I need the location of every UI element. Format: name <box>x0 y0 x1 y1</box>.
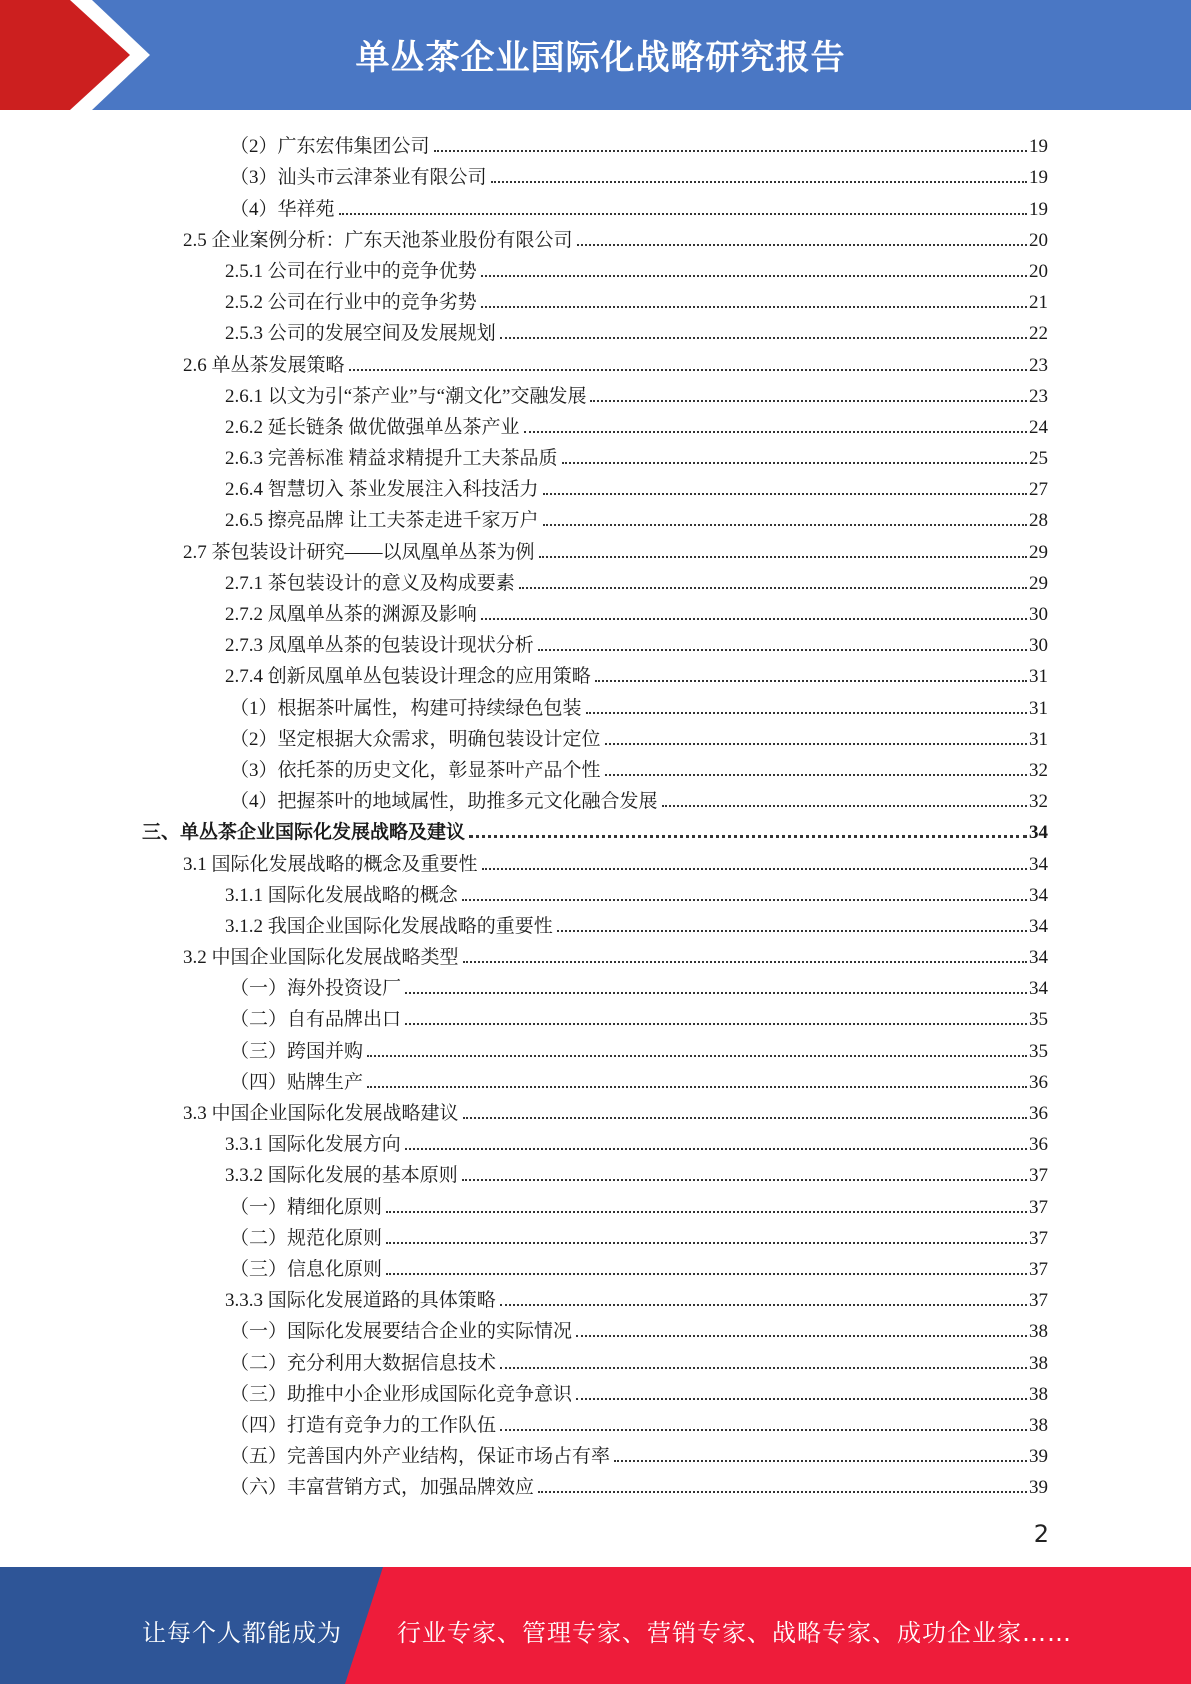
toc-entry-page: 34 <box>1029 884 1048 906</box>
toc-entry-page: 38 <box>1029 1321 1048 1343</box>
toc-entry-title: 2.6.2 延长链条 做优做强单丛茶产业 <box>225 416 520 438</box>
toc-entry-title: 2.5 企业案例分析：广东天池茶业股份有限公司 <box>183 229 573 251</box>
page-footer <box>0 1567 1191 1684</box>
toc-entry-page: 37 <box>1029 1258 1048 1280</box>
toc-entry-page: 32 <box>1029 759 1048 781</box>
toc-entry[interactable] <box>0 595 1191 626</box>
footer-slogan-right: 行业专家、管理专家、营销专家、战略专家、成功企业家…… <box>397 1619 1072 1647</box>
toc-entry-title: 2.7 茶包装设计研究——以凤凰单丛茶为例 <box>183 541 535 563</box>
toc-entry[interactable] <box>0 1125 1191 1156</box>
table-of-contents <box>0 127 1191 1499</box>
toc-dot-leader <box>469 835 1027 838</box>
toc-entry-page: 25 <box>1029 448 1048 470</box>
toc-dot-leader <box>539 556 1027 558</box>
toc-entry[interactable] <box>0 345 1191 376</box>
toc-entry-page: 37 <box>1029 1196 1048 1218</box>
toc-dot-leader <box>349 369 1027 371</box>
toc-entry-page: 20 <box>1029 260 1048 282</box>
toc-entry-page: 35 <box>1029 1009 1048 1031</box>
toc-dot-leader <box>386 1211 1027 1213</box>
toc-entry-title: 3.3 中国企业国际化发展战略建议 <box>183 1103 459 1124</box>
toc-entry[interactable] <box>0 1094 1191 1125</box>
toc-entry[interactable] <box>0 314 1191 345</box>
toc-entry[interactable] <box>0 1187 1191 1218</box>
toc-entry[interactable] <box>0 1281 1191 1312</box>
toc-entry-title: （五）完善国内外产业结构，保证市场占有率 <box>230 1446 611 1468</box>
toc-entry-page: 31 <box>1029 697 1048 719</box>
toc-dot-leader <box>605 774 1027 776</box>
toc-entry-title: （三）信息化原则 <box>230 1258 383 1280</box>
toc-dot-leader <box>500 1429 1027 1431</box>
toc-entry-title: 3.2 中国企业国际化发展战略类型 <box>183 947 459 969</box>
toc-dot-leader <box>386 1273 1027 1275</box>
toc-entry-page: 22 <box>1029 323 1048 345</box>
toc-entry[interactable] <box>0 501 1191 532</box>
toc-entry-page: 34 <box>1029 853 1048 875</box>
toc-entry[interactable] <box>0 439 1191 470</box>
report-title: 单丛茶企业国际化战略研究报告 <box>355 38 846 78</box>
toc-entry-title: （四）打造有竞争力的工作队伍 <box>230 1414 497 1436</box>
toc-entry[interactable] <box>0 1468 1191 1499</box>
toc-entry-page: 27 <box>1029 479 1048 501</box>
toc-entry-title: 3.1 国际化发展战略的概念及重要性 <box>183 853 478 875</box>
toc-entry[interactable] <box>0 907 1191 938</box>
toc-dot-leader <box>562 462 1027 464</box>
toc-entry-page: 39 <box>1029 1477 1048 1499</box>
toc-entry-title: （一）国际化发展要结合企业的实际情况 <box>230 1321 573 1343</box>
toc-entry-title: 3.1.1 国际化发展战略的概念 <box>225 884 458 906</box>
toc-entry[interactable] <box>0 564 1191 595</box>
toc-entry-page: 19 <box>1029 167 1048 189</box>
toc-entry-title: （4）把握茶叶的地域属性，助推多元文化融合发展 <box>230 791 658 813</box>
toc-entry-title: （一）海外投资设厂 <box>230 978 402 1000</box>
toc-entry-title: 2.5.2 公司在行业中的竞争劣势 <box>225 292 477 314</box>
toc-dot-leader <box>463 1117 1027 1119</box>
toc-dot-leader <box>576 1398 1027 1400</box>
toc-entry-title: （一）精细化原则 <box>230 1196 383 1218</box>
toc-entry-page: 21 <box>1029 292 1048 314</box>
toc-entry-title: 2.5.1 公司在行业中的竞争优势 <box>225 260 477 282</box>
toc-entry[interactable] <box>0 688 1191 719</box>
toc-dot-leader <box>482 868 1027 870</box>
toc-entry[interactable] <box>0 252 1191 283</box>
toc-dot-leader <box>500 1304 1027 1306</box>
toc-entry[interactable] <box>0 876 1191 907</box>
toc-entry[interactable] <box>0 377 1191 408</box>
toc-entry-title: （三）跨国并购 <box>230 1040 364 1062</box>
toc-entry-page: 30 <box>1029 604 1048 625</box>
toc-dot-leader <box>462 899 1027 901</box>
toc-entry[interactable] <box>0 1375 1191 1406</box>
toc-entry[interactable] <box>0 470 1191 501</box>
toc-entry-page: 31 <box>1029 728 1048 750</box>
toc-entry-page: 38 <box>1029 1414 1048 1436</box>
toc-entry-page: 20 <box>1029 229 1048 251</box>
toc-entry[interactable] <box>0 1406 1191 1437</box>
toc-dot-leader <box>500 337 1027 339</box>
toc-entry[interactable] <box>0 408 1191 439</box>
toc-entry-title: 2.6 单丛茶发展策略 <box>183 354 345 376</box>
toc-entry[interactable] <box>0 1312 1191 1343</box>
toc-entry[interactable] <box>0 844 1191 875</box>
footer-slogan-left: 让每个人都能成为 <box>142 1619 342 1647</box>
toc-dot-leader <box>538 649 1027 651</box>
toc-entry-title: （二）充分利用大数据信息技术 <box>230 1352 497 1374</box>
toc-entry[interactable] <box>0 1343 1191 1374</box>
toc-entry-page: 23 <box>1029 354 1048 376</box>
toc-entry-title: （三）助推中小企业形成国际化竞争意识 <box>230 1383 573 1405</box>
toc-dot-leader <box>339 213 1027 215</box>
toc-entry-title: 3.3.1 国际化发展方向 <box>225 1134 401 1156</box>
toc-entry[interactable] <box>0 1000 1191 1031</box>
toc-entry[interactable] <box>0 751 1191 782</box>
toc-entry[interactable] <box>0 532 1191 563</box>
toc-entry-title: （3）汕头市云津茶业有限公司 <box>230 167 487 189</box>
toc-entry-page: 19 <box>1029 136 1048 158</box>
toc-entry[interactable] <box>0 1219 1191 1250</box>
toc-entry-page: 28 <box>1029 510 1048 532</box>
toc-dot-leader <box>367 1055 1027 1057</box>
toc-dot-leader <box>405 1023 1027 1025</box>
toc-entry-title: 2.6.5 擦亮品牌 让工夫茶走进千家万户 <box>225 510 539 532</box>
toc-dot-leader <box>595 680 1027 682</box>
toc-entry-page: 19 <box>1029 198 1048 220</box>
toc-entry-title: 3.3.3 国际化发展道路的具体策略 <box>225 1290 496 1312</box>
toc-entry[interactable] <box>0 813 1191 844</box>
toc-entry[interactable] <box>0 221 1191 252</box>
toc-entry-page: 30 <box>1029 635 1048 657</box>
toc-entry[interactable] <box>0 189 1191 220</box>
toc-entry[interactable] <box>0 1250 1191 1281</box>
toc-entry-title: 2.6.4 智慧切入 茶业发展注入科技活力 <box>225 479 539 501</box>
toc-entry[interactable] <box>0 158 1191 189</box>
toc-entry-page: 29 <box>1029 541 1048 563</box>
toc-entry-page: 37 <box>1029 1290 1048 1312</box>
toc-dot-leader <box>577 244 1027 246</box>
toc-entry-title: （3）依托茶的历史文化，彰显茶叶产品个性 <box>230 759 601 781</box>
toc-dot-leader <box>524 431 1027 433</box>
toc-entry[interactable] <box>0 1063 1191 1094</box>
toc-entry-title: 三、单丛茶企业国际化发展战略及建议 <box>142 822 466 844</box>
toc-dot-leader <box>386 1242 1027 1244</box>
toc-entry-page: 29 <box>1029 572 1048 594</box>
toc-entry-title: 3.1.2 我国企业国际化发展战略的重要性 <box>225 915 553 937</box>
page-number: 2 <box>1033 1520 1049 1548</box>
toc-dot-leader <box>557 930 1027 932</box>
toc-entry-title: （1）根据茶叶属性，构建可持续绿色包装 <box>230 697 582 719</box>
toc-dot-leader <box>405 1148 1027 1150</box>
toc-entry-page: 24 <box>1029 416 1048 438</box>
toc-entry-title: 2.5.3 公司的发展空间及发展规划 <box>225 323 496 345</box>
toc-entry-page: 34 <box>1029 947 1048 969</box>
toc-entry-page: 37 <box>1029 1227 1048 1249</box>
toc-entry-page: 36 <box>1029 1103 1048 1124</box>
toc-dot-leader <box>576 1335 1027 1337</box>
toc-dot-leader <box>605 743 1027 745</box>
toc-entry[interactable] <box>0 657 1191 688</box>
toc-entry-page: 38 <box>1029 1352 1048 1374</box>
toc-entry-title: 2.6.3 完善标准 精益求精提升工夫茶品质 <box>225 448 558 470</box>
toc-dot-leader <box>463 961 1027 963</box>
toc-entry[interactable] <box>0 720 1191 751</box>
toc-entry-page: 36 <box>1029 1071 1048 1093</box>
toc-dot-leader <box>519 587 1027 589</box>
toc-entry-page: 23 <box>1029 385 1048 407</box>
toc-entry[interactable] <box>0 1437 1191 1468</box>
toc-entry-page: 31 <box>1029 666 1048 688</box>
page-header <box>0 0 1191 110</box>
toc-entry[interactable] <box>0 969 1191 1000</box>
toc-entry[interactable] <box>0 782 1191 813</box>
toc-dot-leader <box>586 712 1027 714</box>
toc-entry-page: 34 <box>1029 978 1048 1000</box>
toc-entry-title: （四）贴牌生产 <box>230 1071 364 1093</box>
toc-entry-page: 37 <box>1029 1165 1048 1187</box>
toc-entry-title: （2）坚定根据大众需求，明确包装设计定位 <box>230 728 601 750</box>
toc-dot-leader <box>543 493 1027 495</box>
toc-dot-leader <box>614 1460 1027 1462</box>
toc-entry-page: 32 <box>1029 791 1048 813</box>
toc-entry[interactable] <box>0 127 1191 158</box>
toc-entry[interactable] <box>0 938 1191 969</box>
toc-entry[interactable] <box>0 1031 1191 1062</box>
toc-entry-title: （2）广东宏伟集团公司 <box>230 136 430 158</box>
toc-entry-title: 2.7.3 凤凰单丛茶的包装设计现状分析 <box>225 635 534 657</box>
toc-entry-title: 2.7.2 凤凰单丛茶的渊源及影响 <box>225 604 477 625</box>
toc-entry[interactable] <box>0 1156 1191 1187</box>
toc-dot-leader <box>405 992 1027 994</box>
toc-dot-leader <box>590 400 1027 402</box>
toc-entry-title: 2.6.1 以文为引“茶产业”与“潮文化”交融发展 <box>225 385 587 407</box>
toc-entry-page: 38 <box>1029 1383 1048 1405</box>
toc-dot-leader <box>481 306 1027 308</box>
toc-dot-leader <box>500 1367 1027 1369</box>
toc-dot-leader <box>481 275 1027 277</box>
toc-entry[interactable] <box>0 283 1191 314</box>
toc-dot-leader <box>491 181 1027 183</box>
toc-dot-leader <box>662 805 1027 807</box>
toc-entry-title: （二）自有品牌出口 <box>230 1009 402 1031</box>
toc-entry-title: 2.7.4 创新凤凰单丛包装设计理念的应用策略 <box>225 666 591 688</box>
toc-entry-page: 39 <box>1029 1446 1048 1468</box>
toc-entry-page: 35 <box>1029 1040 1048 1062</box>
toc-entry-title: 2.7.1 茶包装设计的意义及构成要素 <box>225 572 515 594</box>
toc-entry-page: 36 <box>1029 1134 1048 1156</box>
toc-entry-title: （4）华祥苑 <box>230 198 335 220</box>
toc-entry-page: 34 <box>1029 822 1048 844</box>
toc-entry-title: 3.3.2 国际化发展的基本原则 <box>225 1165 458 1187</box>
toc-dot-leader <box>481 618 1027 620</box>
toc-entry[interactable] <box>0 626 1191 657</box>
toc-dot-leader <box>462 1179 1027 1181</box>
toc-dot-leader <box>538 1491 1027 1493</box>
toc-entry-title: （二）规范化原则 <box>230 1227 383 1249</box>
toc-dot-leader <box>434 150 1027 152</box>
toc-dot-leader <box>367 1086 1027 1088</box>
toc-dot-leader <box>543 524 1027 526</box>
toc-entry-title: （六）丰富营销方式，加强品牌效应 <box>230 1477 535 1499</box>
toc-entry-page: 34 <box>1029 915 1048 937</box>
